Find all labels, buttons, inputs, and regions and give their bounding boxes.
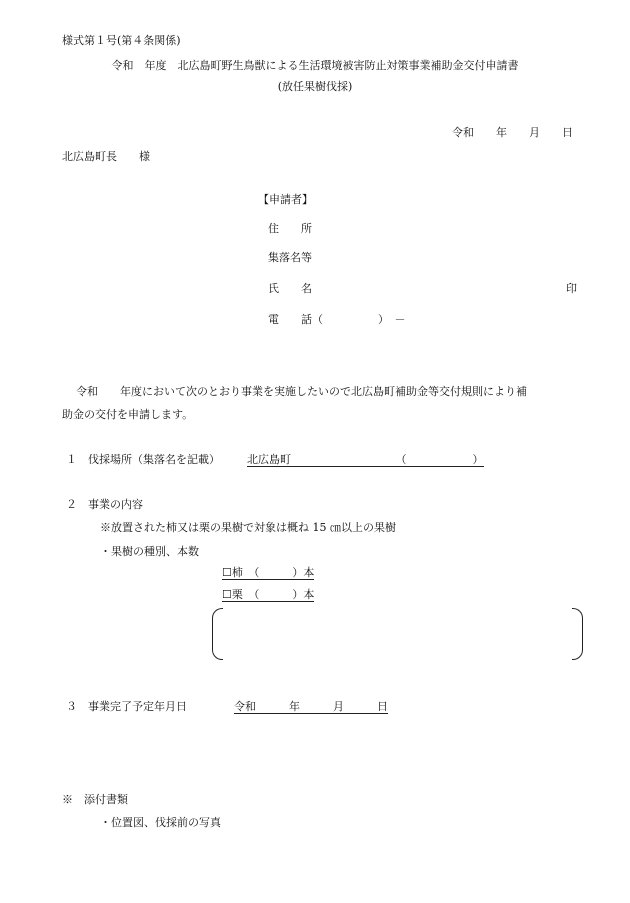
- address-label: 住 所: [268, 222, 312, 235]
- addressee: 北広島町長 様: [62, 150, 150, 163]
- body-paragraph-line2: 助金の交付を申請します。: [62, 408, 194, 421]
- item2-label: ２ 事業の内容: [66, 498, 143, 511]
- applicant-heading: 【申請者】: [258, 193, 313, 206]
- body-paragraph-line1: 令和 年度において次のとおり事業を実施したいので北広島町補助金等交付規則により補: [76, 385, 527, 398]
- item1-label: １ 伐採場所（集落名を記載）: [66, 453, 220, 466]
- fruit-type-line: ・果樹の種別、本数: [100, 545, 199, 558]
- completion-date-field: 令和 年 月 日: [234, 700, 388, 713]
- bracket-right: [572, 608, 583, 660]
- item2-note: ※放置された柿又は栗の果樹で対象は概ね 15 ㎝以上の果樹: [100, 521, 396, 534]
- name-label: 氏 名: [268, 282, 312, 295]
- village-label: 集落名等: [268, 251, 312, 264]
- item1-location-field: 北広島町 （ ）: [247, 453, 484, 466]
- seal-mark: 印: [566, 282, 577, 295]
- item3-label: ３ 事業完了予定年月日: [66, 700, 187, 713]
- bracket-left: [212, 608, 223, 660]
- attachment-label: ※ 添付書類: [62, 793, 128, 806]
- date-line: 令和 年 月 日: [452, 126, 573, 139]
- persimmon-checkbox-line: ☐柿 （ ）本: [222, 566, 315, 579]
- form-number: 様式第１号(第４条関係): [62, 34, 181, 47]
- document-subtitle: (放任果樹伐採): [277, 80, 353, 93]
- phone-label: 電 話（ ） －: [268, 313, 406, 326]
- document-title: 令和 年度 北広島町野生鳥獣による生活環境被害防止対策事業補助金交付申請書: [111, 59, 519, 72]
- attachment-item: ・位置図、伐採前の写真: [100, 816, 221, 829]
- chestnut-checkbox-line: ☐栗 （ ）本: [222, 588, 315, 601]
